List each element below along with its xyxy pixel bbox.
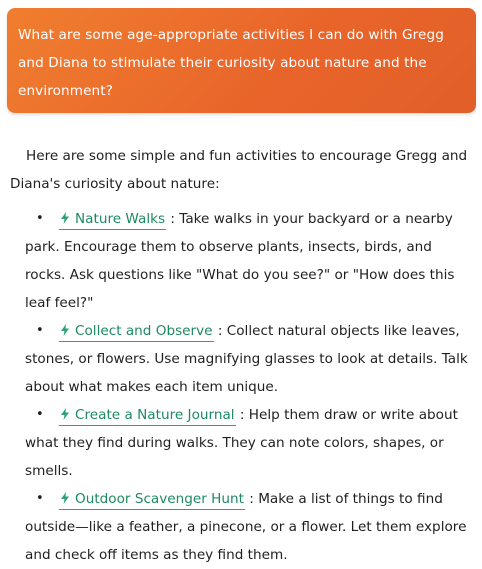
bullet-dot: •	[36, 211, 44, 226]
activity-description: : Take walks in your backyard or a nearby park. Encourage them to observe plants, insects, birds, and rocks. Ask questions like "What do you see?" or "How does this leaf feel?"	[25, 211, 455, 311]
activity-description: : Collect natural objects like leaves, stones, or flowers. Use magnifying glasses to look at details. Talk about what makes each item unique.	[25, 323, 468, 395]
sparkle-icon	[59, 212, 71, 224]
activity-link-label: Collect and Observe	[75, 323, 213, 339]
activity-description: : Help them draw or write about what they find during walks. They can note colors, shapes, or smells.	[25, 407, 458, 479]
activity-link-label: Create a Nature Journal	[75, 407, 235, 423]
activity-link-collect-and-observe[interactable]	[59, 321, 214, 342]
assistant-message	[10, 142, 472, 569]
sparkle-icon	[59, 492, 71, 504]
activity-link-label: Nature Walks	[75, 211, 166, 227]
activity-link-outdoor-scavenger-hunt[interactable]	[59, 489, 245, 510]
list-item	[10, 205, 472, 317]
bullet-dot: •	[36, 491, 44, 506]
activity-description: : Make a list of things to find outside—like a feather, a pinecone, or a flower. Let them explore and check off items as they find them.	[25, 491, 467, 563]
bullet-dot: •	[36, 407, 44, 422]
list-item	[10, 485, 472, 569]
list-item	[10, 317, 472, 401]
activity-link-nature-walks[interactable]	[59, 209, 166, 230]
assistant-intro: Here are some simple and fun activities to encourage Gregg and Diana's curiosity about nature:	[10, 148, 468, 192]
list-item	[10, 401, 472, 485]
activity-link-label: Outdoor Scavenger Hunt	[75, 491, 244, 507]
user-message-bubble	[7, 8, 476, 113]
sparkle-icon	[59, 324, 71, 336]
sparkle-icon	[59, 408, 71, 420]
user-message-text: What are some age-appropriate activities I can do with Gregg and Diana to stimulate their curiosity about nature and the environment?	[18, 27, 444, 99]
activity-list	[10, 205, 472, 569]
activity-link-create-a-nature-journal[interactable]	[59, 405, 236, 426]
bullet-dot: •	[36, 323, 44, 338]
